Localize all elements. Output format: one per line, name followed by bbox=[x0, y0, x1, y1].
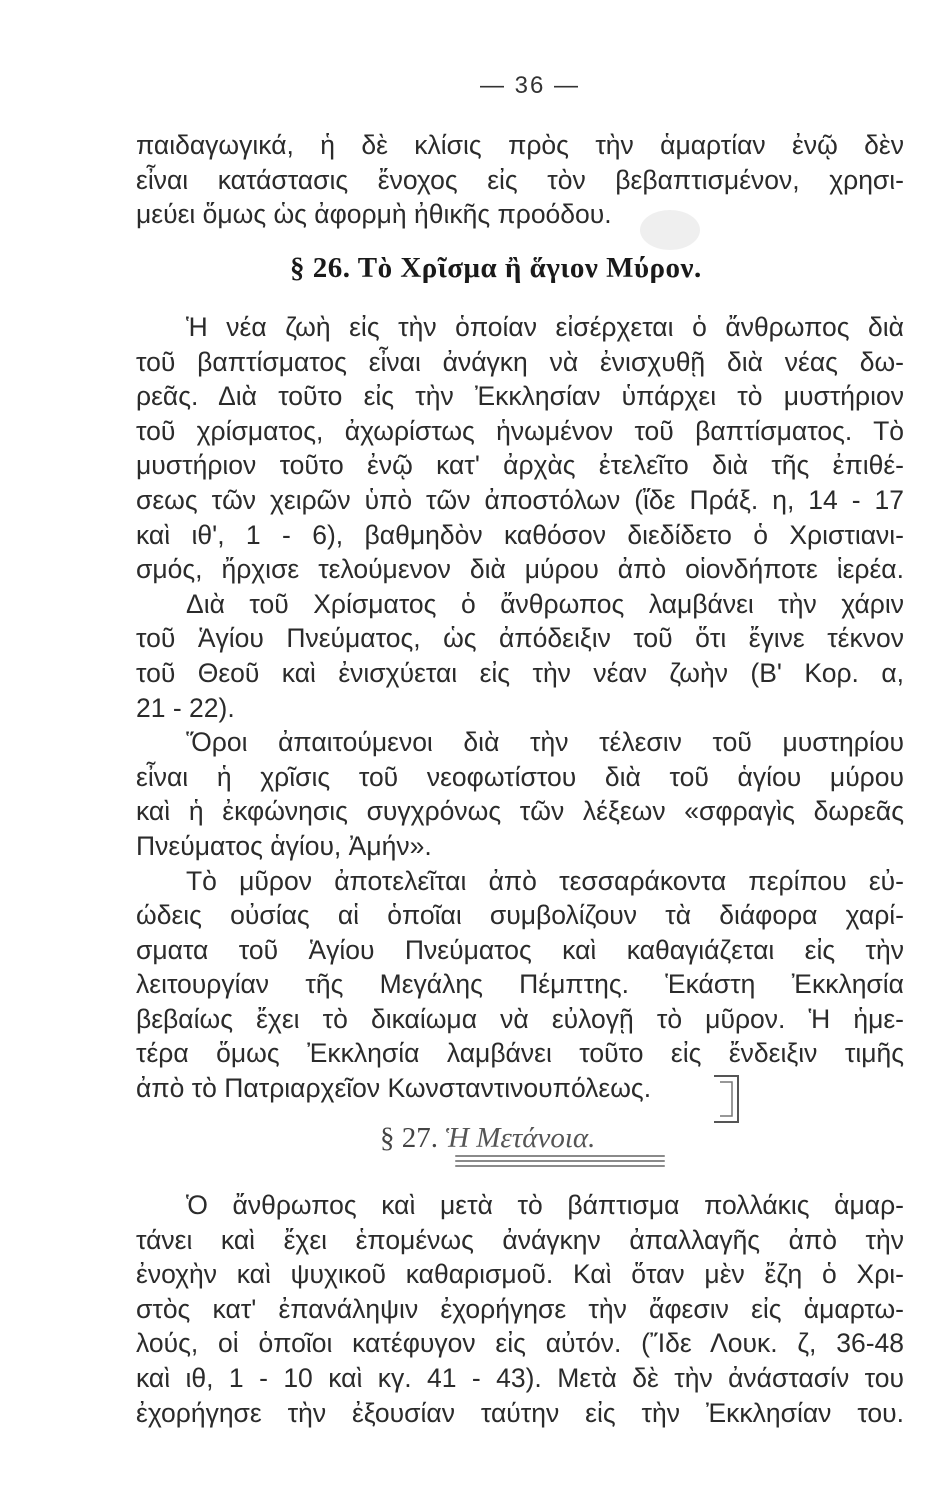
text-line: 21 - 22). bbox=[136, 692, 235, 723]
text-line: σεως τῶν χειρῶν ὑπὸ τῶν ἀποστόλων (ἴδε Πράξ. η, 14 - 17 bbox=[136, 484, 904, 515]
text-line: σμός, ἤρχισε τελούμενον διὰ μύρου ἀπὸ οἱονδήποτε ἱερέα. bbox=[136, 554, 904, 585]
pencil-mark bbox=[708, 1072, 744, 1126]
text-line: τάνει καὶ ἔχει ἑπομένως ἀνάγκην ἀπαλλαγῆς ἀπὸ τὴν bbox=[136, 1224, 904, 1255]
text-line: ώδεις οὐσίας αἱ ὁποῖαι συμβολίζουν τὰ διάφορα χαρί- bbox=[136, 900, 904, 931]
section-title: Ἡ Μετάνοια. bbox=[445, 1122, 596, 1154]
text-line: τοῦ Θεοῦ καὶ ἐνισχύεται εἰς τὴν νέαν ζωὴν (Β' Κορ. α, bbox=[136, 657, 904, 688]
text-line: μεύει ὅμως ὡς ἀφορμὴ ἠθικῆς προόδου. bbox=[136, 199, 612, 230]
text-line: τοῦ χρίσματος, ἀχωρίστως ἡνωμένον τοῦ βαπτίσματος. Τὸ bbox=[136, 415, 904, 446]
text-line: καὶ ιθ, 1 - 10 καὶ κγ. 41 - 43). Μετὰ δὲ τὴν ἀνάστασίν του bbox=[136, 1362, 904, 1393]
text-line: καὶ ἡ ἐκφώνησις συγχρόνως τῶν λέξεων «σφραγὶς δωρεᾶς bbox=[136, 796, 904, 827]
text-line: εἶναι κατάστασις ἔνοχος εἰς τὸν βεβαπτισμένον, χρησι- bbox=[136, 164, 904, 195]
text-line: Διὰ τοῦ Χρίσματος ὁ ἄνθρωπος λαμβάνει τὴν χάριν bbox=[186, 588, 904, 619]
text-line: βεβαίως ἔχει τὸ δικαίωμα νὰ εὐλογῇ τὸ μῦρον. Ἡ ἡμε- bbox=[136, 1003, 904, 1034]
section-number: § 27. bbox=[380, 1122, 438, 1154]
text-line: λειτουργίαν τῆς Μεγάλης Πέμπτης. Ἑκάστη Ἐκκλησία bbox=[136, 969, 904, 1000]
heading-underline bbox=[455, 1155, 665, 1169]
text-line: τοῦ Ἁγίου Πνεύματος, ὡς ἀπόδειξιν τοῦ ὅτι ἔγινε τέκνον bbox=[136, 623, 904, 654]
section-26-body bbox=[136, 310, 904, 1106]
text-line: Τὸ μῦρον ἀποτελεῖται ἀπὸ τεσσαράκοντα περίπου εὐ- bbox=[186, 865, 904, 896]
paragraph-continuation bbox=[136, 128, 904, 232]
text-line: Ὁ ἄνθρωπος καὶ μετὰ τὸ βάπτισμα πολλάκις ἁμαρ- bbox=[186, 1190, 904, 1220]
section-27-body bbox=[136, 1188, 904, 1430]
text-line: Ὅροι ἀπαιτούμενοι διὰ τὴν τέλεσιν τοῦ μυστηρίου bbox=[186, 727, 904, 758]
text-line: εἶναι ἡ χρῖσις τοῦ νεοφωτίστου διὰ τοῦ ἁγίου μύρου bbox=[136, 761, 904, 792]
section-heading-26: § 26. Τὸ Χρῖσμα ἢ ἅγιον Μύρον. bbox=[290, 252, 702, 284]
text-line: ἀπὸ τὸ Πατριαρχεῖον Κωνσταντινουπόλεως. bbox=[136, 1073, 652, 1104]
text-line: τοῦ βαπτίσματος εἶναι ἀνάγκη νὰ ἐνισχυθῇ διὰ νέας δω- bbox=[136, 346, 904, 377]
text-line: παιδαγωγικά, ἡ δὲ κλίσις πρὸς τὴν ἁμαρτίαν ἐνῷ δὲν bbox=[136, 130, 904, 160]
text-line: Ἡ νέα ζωὴ εἰς τὴν ὁποίαν εἰσέρχεται ὁ ἄνθρωπος διὰ bbox=[186, 312, 904, 342]
text-line: στὸς κατ' ἐπανάληψιν ἐχορήγησε τὴν ἄφεσιν εἰς ἁμαρτω- bbox=[136, 1293, 904, 1324]
section-heading-27 bbox=[380, 1122, 595, 1155]
text-line: σματα τοῦ Ἁγίου Πνεύματος καὶ καθαγιάζεται εἰς τὴν bbox=[136, 934, 904, 965]
text-line: ἐχορήγησε τὴν ἐξουσίαν ταύτην εἰς τὴν Ἐκκλησίαν του. bbox=[136, 1397, 904, 1428]
text-line: ρεᾶς. Διὰ τοῦτο εἰς τὴν Ἐκκλησίαν ὑπάρχει τὸ μυστήριον bbox=[136, 381, 904, 412]
scan-smudge bbox=[640, 210, 700, 250]
text-line: λούς, οἱ ὁποῖοι κατέφυγον εἰς αὐτόν. (Ἴδε Λουκ. ζ, 36-48 bbox=[136, 1328, 904, 1359]
text-line: καὶ ιθ', 1 - 6), βαθμηδὸν καθόσον διεδίδετο ὁ Χριστιανι- bbox=[136, 519, 904, 550]
text-line: Πνεύματος ἁγίου, Ἀμήν». bbox=[136, 830, 432, 861]
text-line: μυστήριον τοῦτο ἐνῷ κατ' ἀρχὰς ἐτελεῖτο διὰ τῆς ἐπιθέ- bbox=[136, 450, 904, 481]
text-line: ἐνοχὴν καὶ ψυχικοῦ καθαρισμοῦ. Καὶ ὅταν μὲν ἔζη ὁ Χρι- bbox=[136, 1259, 904, 1290]
text-line: τέρα ὅμως Ἐκκλησία λαμβάνει τοῦτο εἰς ἔνδειξιν τιμῆς bbox=[136, 1038, 904, 1069]
page-number: — 36 — bbox=[479, 72, 581, 99]
